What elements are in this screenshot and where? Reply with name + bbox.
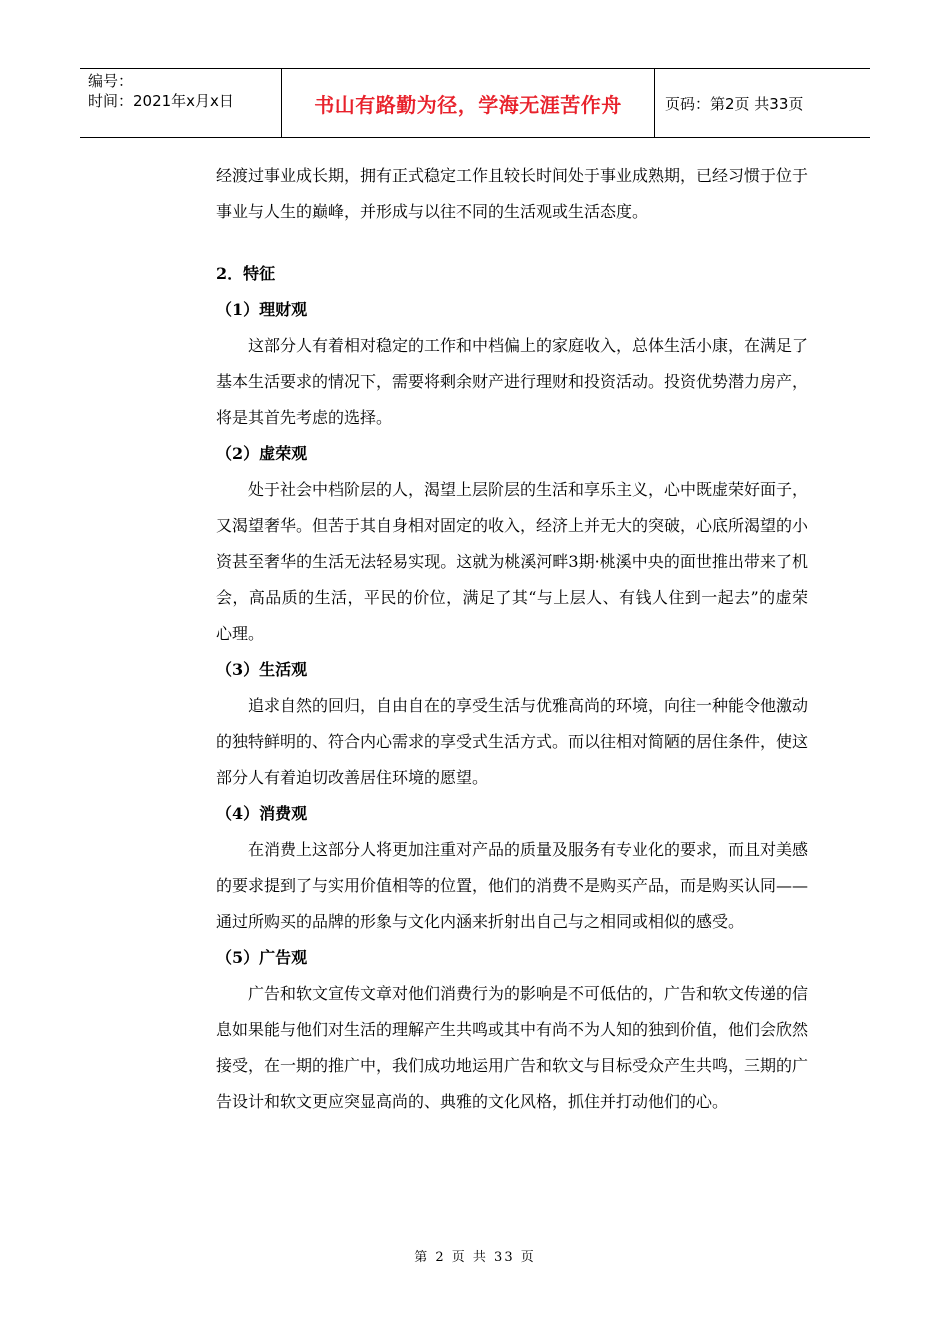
page-footer: 第 2 页 共 33 页 xyxy=(414,1250,536,1265)
intro-paragraph: 经渡过事业成长期，拥有正式稳定工作且较长时间处于事业成熟期，已经习惯于位于事业与人生的巅峰，并形成与以往不同的生活观或生活态度。 xyxy=(216,166,809,221)
document-number-label: 编号： xyxy=(88,72,134,90)
section-title: 2．特征 xyxy=(216,264,276,283)
item-title-vanity: （2）虚荣观 xyxy=(216,444,308,463)
item-title-advertising: （5）广告观 xyxy=(216,948,308,967)
item-title-consumption: （4）消费观 xyxy=(216,804,308,823)
item-text-consumption: 在消费上这部分人将更加注重对产品的质量及服务有专业化的要求，而且对美感的要求提到了与实用价值相等的位置，他们的消费不是购买产品，而是购买认同——通过所购买的品牌的形象与文化内涵来折射出自己与之相同或相似的感受。 xyxy=(216,840,809,931)
document-time-label: 时间：2021年x月x日 xyxy=(88,92,234,110)
item-title-finance: （1）理财观 xyxy=(216,300,308,319)
item-text-lifestyle: 追求自然的回归，自由自在的享受生活与优雅高尚的环境，向往一种能令他激动的独特鲜明的、符合内心需求的享受式生活方式。而以往相对简陋的居住条件，使这部分人有着迫切改善居住环境的愿望。 xyxy=(216,696,809,787)
item-text-finance: 这部分人有着相对稳定的工作和中档偏上的家庭收入，总体生活小康，在满足了基本生活要求的情况下，需要将剩余财产进行理财和投资活动。投资优势潜力房产，将是其首先考虑的选择。 xyxy=(216,336,809,427)
header-meta xyxy=(80,69,282,137)
page-header xyxy=(80,68,870,138)
header-page-info: 页码：第2页 共33页 xyxy=(665,94,804,113)
document-body xyxy=(216,158,808,1120)
item-text-advertising: 广告和软文宣传文章对他们消费行为的影响是不可低估的，广告和软文传递的信息如果能与他们对生活的理解产生共鸣或其中有尚不为人知的独到价值，他们会欣然接受，在一期的推广中，我们成功地运用广告和软文与目标受众产生共鸣，三期的广告设计和软文更应突显高尚的、典雅的文化风格，抓住并打动他们的心。 xyxy=(216,984,809,1111)
header-motto: 书山有路勤为径，学海无涯苦作舟 xyxy=(282,69,655,137)
item-title-lifestyle: （3）生活观 xyxy=(216,660,308,679)
item-text-vanity: 处于社会中档阶层的人，渴望上层阶层的生活和享乐主义，心中既虚荣好面子，又渴望奢华。但苦于其自身相对固定的收入，经济上并无大的突破，心底所渴望的小资甚至奢华的生活无法轻易实现。这就为桃溪河畔3期·桃溪中央的面世推出带来了机会，高品质的生活，平民的价位，满足了其“与上层人、有钱人住到一起去”的虚荣心理。 xyxy=(216,480,809,643)
